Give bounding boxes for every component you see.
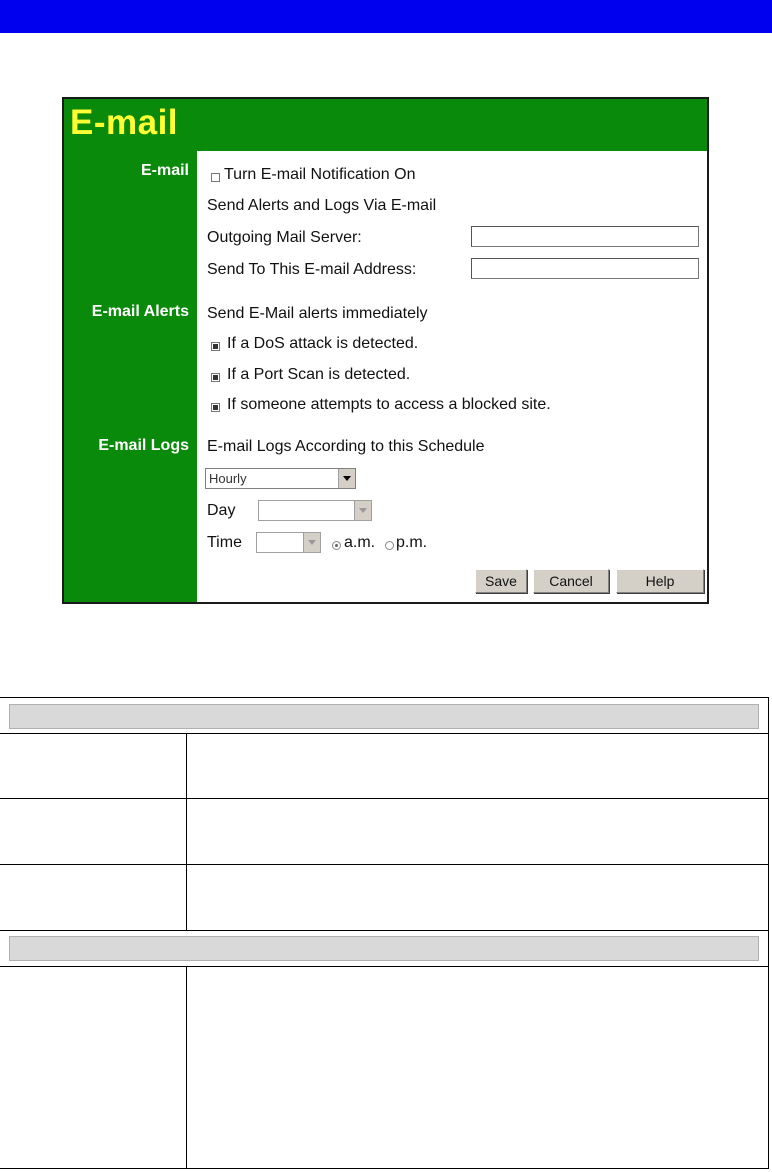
send-to-label: Send To This E-mail Address: [207, 261, 417, 278]
section-sidebar [64, 151, 197, 602]
top-banner [0, 0, 772, 33]
blocked-site-alert-checkbox[interactable] [211, 403, 220, 412]
help-button[interactable]: Help [616, 569, 704, 593]
table-rule [0, 864, 769, 865]
table-edge [768, 697, 769, 1169]
blocked-site-alert-label: If someone attempts to access a blocked site. [227, 396, 551, 413]
email-notification-checkbox[interactable] [211, 173, 220, 182]
time-select[interactable] [256, 532, 321, 553]
cancel-button[interactable]: Cancel [533, 569, 609, 593]
save-button[interactable]: Save [475, 569, 527, 593]
send-via-label: Send Alerts and Logs Via E-mail [207, 197, 437, 214]
section-label-logs: E-mail Logs [98, 437, 189, 454]
table-section-header [9, 936, 759, 961]
day-label: Day [207, 502, 236, 519]
chevron-down-icon [303, 533, 320, 552]
alerts-heading: Send E-Mail alerts immediately [207, 305, 428, 322]
dos-alert-checkbox[interactable] [211, 342, 220, 351]
table-rule [0, 697, 769, 698]
schedule-select-value: Hourly [209, 471, 247, 486]
section-label-email: E-mail [140, 162, 189, 179]
chevron-down-icon [354, 501, 371, 520]
port-scan-alert-checkbox[interactable] [211, 373, 220, 382]
am-label: a.m. [344, 534, 376, 551]
port-scan-alert-label: If a Port Scan is detected. [227, 366, 411, 383]
logs-heading: E-mail Logs According to this Schedule [207, 438, 485, 455]
mail-server-input[interactable] [471, 226, 699, 247]
table-column-divider [186, 733, 187, 930]
time-label: Time [207, 534, 242, 551]
mail-server-label: Outgoing Mail Server: [207, 229, 362, 246]
email-notification-label: Turn E-mail Notification On [224, 166, 416, 183]
table-rule [0, 733, 769, 734]
pm-radio[interactable] [385, 541, 394, 550]
send-to-input[interactable] [471, 258, 699, 279]
schedule-select[interactable] [205, 468, 356, 489]
table-rule [0, 798, 769, 799]
table-rule [0, 966, 769, 967]
screenshot-header [64, 99, 707, 151]
table-rule [0, 930, 769, 931]
description-table [0, 697, 769, 1170]
pm-label: p.m. [396, 534, 428, 551]
email-settings-screenshot [62, 97, 709, 604]
page-title: E-mail [70, 103, 179, 142]
table-column-divider [186, 966, 187, 1168]
am-radio[interactable] [332, 541, 341, 550]
table-rule [0, 1168, 769, 1169]
day-select[interactable] [258, 500, 372, 521]
section-label-alerts: E-mail Alerts [91, 303, 189, 320]
chevron-down-icon [338, 469, 355, 488]
table-section-header [9, 704, 759, 729]
dos-alert-label: If a DoS attack is detected. [227, 335, 419, 352]
settings-form [197, 151, 707, 602]
